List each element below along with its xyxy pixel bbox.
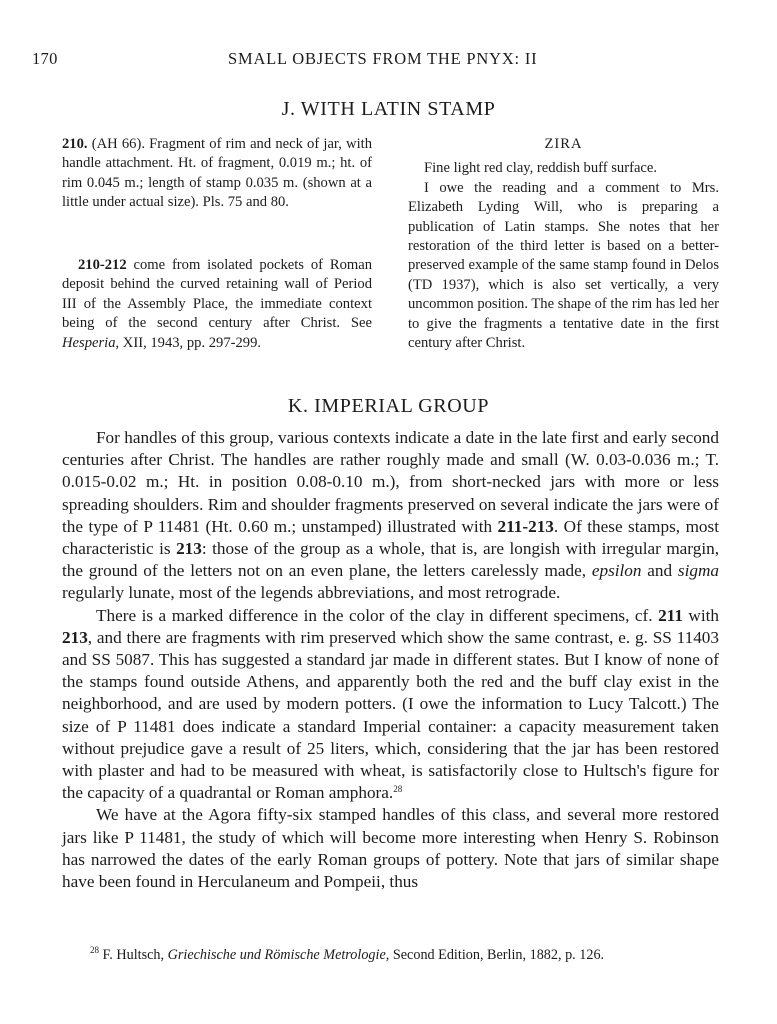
running-title: SMALL OBJECTS FROM THE PNYX: II (228, 49, 538, 68)
footnote-title: Griechische und Römische Metrologie, (167, 947, 390, 963)
journal-title: Hesperia, (62, 334, 120, 351)
paragraph-2: There is a marked difference in the color of the clay in different specimens, cf. 211 with 213, and there are fragments with rim preserved which show the same contrast, e. g. SS 11403 and SS 5087. This has suggested a standard jar made in different states. But I know of none of the stamps found outside Athens, and apparently both the red and the buff clay exist in the neighborhood, and are used by modern potters. (I owe the information to Lucy Talcott.) The size of P 11481 does indicate a standard Imperial container: a capacity measurement taken without prejudice gave a result of 25 liters, which, considering that the jar has been restored with plaster and had to be measured with wheat, is satisfactorily close to Hultsch's figure for the capacity of a quadrantal or Roman amphora.$^{28}$ (62, 605, 719, 803)
page-number: 170 (32, 49, 58, 68)
entry-number: 210. (62, 136, 88, 152)
context-note: 210-212 come from isolated pockets of Roman deposit behind the curved retaining wall of Period III of the Assembly Place, the immediate context being of the second century after Christ. See Hesperia, XII, 1943, pp. 297-299. (62, 257, 372, 351)
entry-description: (AH 66). Fragment of rim and neck of jar, with handle attachment. Ht. of fragment, 0.019 m.; ht. of rim 0.045 m.; length of stamp 0.035 m. (shown at a little under actual size). Pls. 75 and 80. (62, 136, 372, 211)
entry-range: 210-212 (78, 257, 127, 273)
catalog-entry-210 (62, 135, 372, 213)
footnote-ref: 28 (393, 784, 403, 795)
footnote: $^{28}$ F. Hultsch, Griechische und Römische Metrologie, Second Edition, Berlin, 1882, p. 126. (90, 945, 605, 963)
stamp-reading: ZIRA (544, 136, 583, 152)
stamp-description (408, 135, 719, 353)
section-heading-j: J. WITH LATIN STAMP (281, 98, 496, 120)
paragraph-3: We have at the Agora fifty-six stamped handles of this class, and several more restored jars like P 11481, the study of which will become more interesting when Henry S. Robinson has narrowed the dates of the early Roman groups of pottery. Note that jars of similar shape have been found in Herculaneum and Pompeii, thus (62, 805, 719, 892)
clay-description: Fine light red clay, reddish buff surface. (424, 160, 658, 177)
section-heading-k: K. IMPERIAL GROUP (287, 395, 490, 417)
footnote-marker: 28 (90, 945, 99, 955)
main-text (62, 427, 719, 893)
reading-comment: I owe the reading and a comment to Mrs. Elizabeth Lyding Will, who is preparing a publication of Latin stamps. She notes that her restoration of the third letter is based on a better-preserved example of the same stamp found in Delos (TD 1937), which is also set vertically, a very uncommon position. The shape of the rim has led her to give the fragments a tentative date in the first century after Christ. (408, 179, 720, 352)
paragraph-1: For handles of this group, various contexts indicate a date in the late first and early second centuries after Christ. The handles are rather roughly made and small (W. 0.03-0.036 m.; T. 0.015-0.02 m.; Ht. in position 0.08-0.10 m.), from short-necked jars with more or less spreading shoulders. Rim and shoulder fragments preserved on several indicate the jars were of the type of P 11481 (Ht. 0.60 m.; unstamped) illustrated with 211-213. Of these stamps, most characteristic is 213: those of the group as a whole, that is, are longish with irregular margin, the ground of the letters not on an even plane, the letters carelessly made, epsilon and sigma regularly lunate, most of the legends abbreviations, and most retrograde. (62, 428, 719, 603)
